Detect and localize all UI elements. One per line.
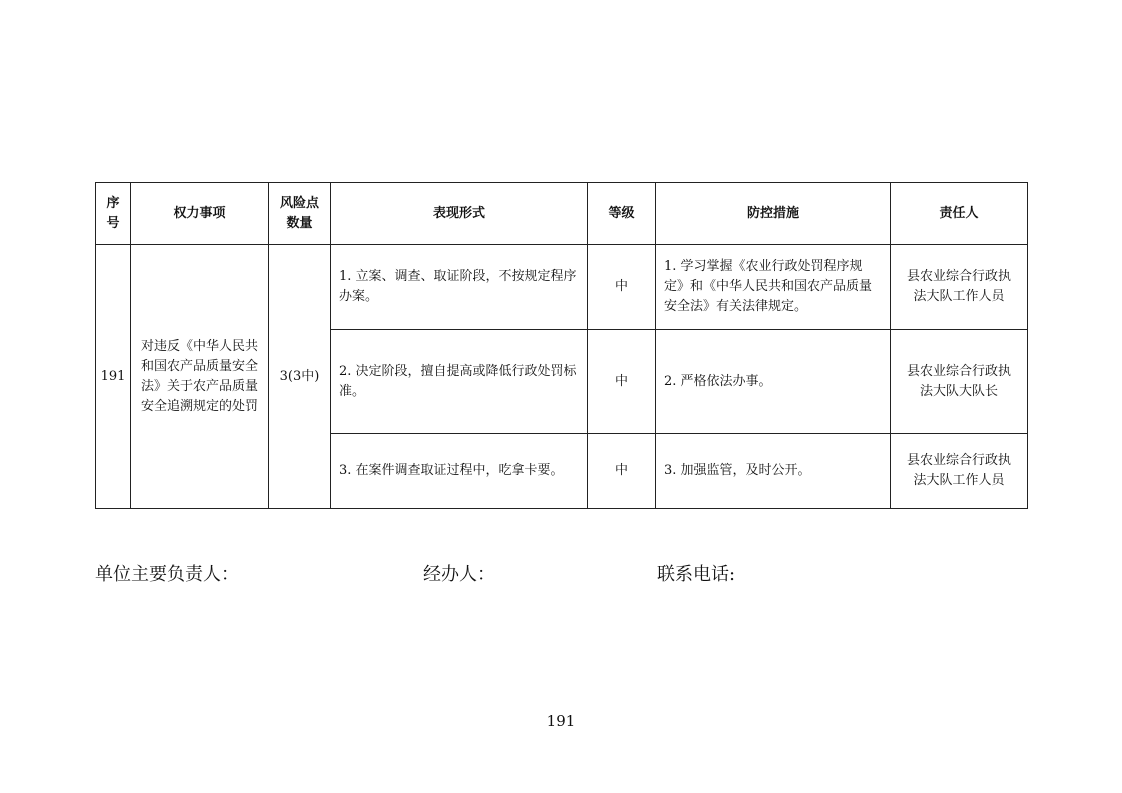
person-cell: 县农业综合行政执法大队工作人员 [891,245,1028,330]
level-cell: 中 [588,434,656,509]
form-cell: 3. 在案件调查取证过程中，吃拿卡要。 [331,434,588,509]
level-cell: 中 [588,330,656,434]
header-item: 权力事项 [131,183,269,245]
form-cell: 1. 立案、调查、取证阶段，不按规定程序办案。 [331,245,588,330]
risk-count-cell: 3(3中) [269,245,331,509]
item-cell: 对违反《中华人民共和国农产品质量安全法》关于农产品质量安全追溯规定的处罚 [131,245,269,509]
measure-cell: 3. 加强监管，及时公开。 [656,434,891,509]
header-measures: 防控措施 [656,183,891,245]
header-row [96,183,1028,245]
footer-leader-label: 单位主要负责人： [95,564,239,585]
header-seq: 序号 [96,183,131,245]
header-risk-count: 风险点数量 [269,183,331,245]
seq-cell: 191 [96,245,131,509]
person-cell: 县农业综合行政执法大队大队长 [891,330,1028,434]
level-cell: 中 [588,245,656,330]
measure-cell: 2. 严格依法办事。 [656,330,891,434]
page-number: 191 [546,712,576,730]
table-row [96,245,1028,330]
header-form: 表现形式 [331,183,588,245]
measure-cell: 1. 学习掌握《农业行政处罚程序规定》和《中华人民共和国农产品质量安全法》有关法律规定。 [656,245,891,330]
risk-table [95,182,1028,509]
header-level: 等级 [588,183,656,245]
header-person: 责任人 [891,183,1028,245]
form-cell: 2. 决定阶段，擅自提高或降低行政处罚标准。 [331,330,588,434]
footer-phone-label: 联系电话: [657,564,736,585]
person-cell: 县农业综合行政执法大队工作人员 [891,434,1028,509]
footer-handler-label: 经办人： [423,564,495,585]
